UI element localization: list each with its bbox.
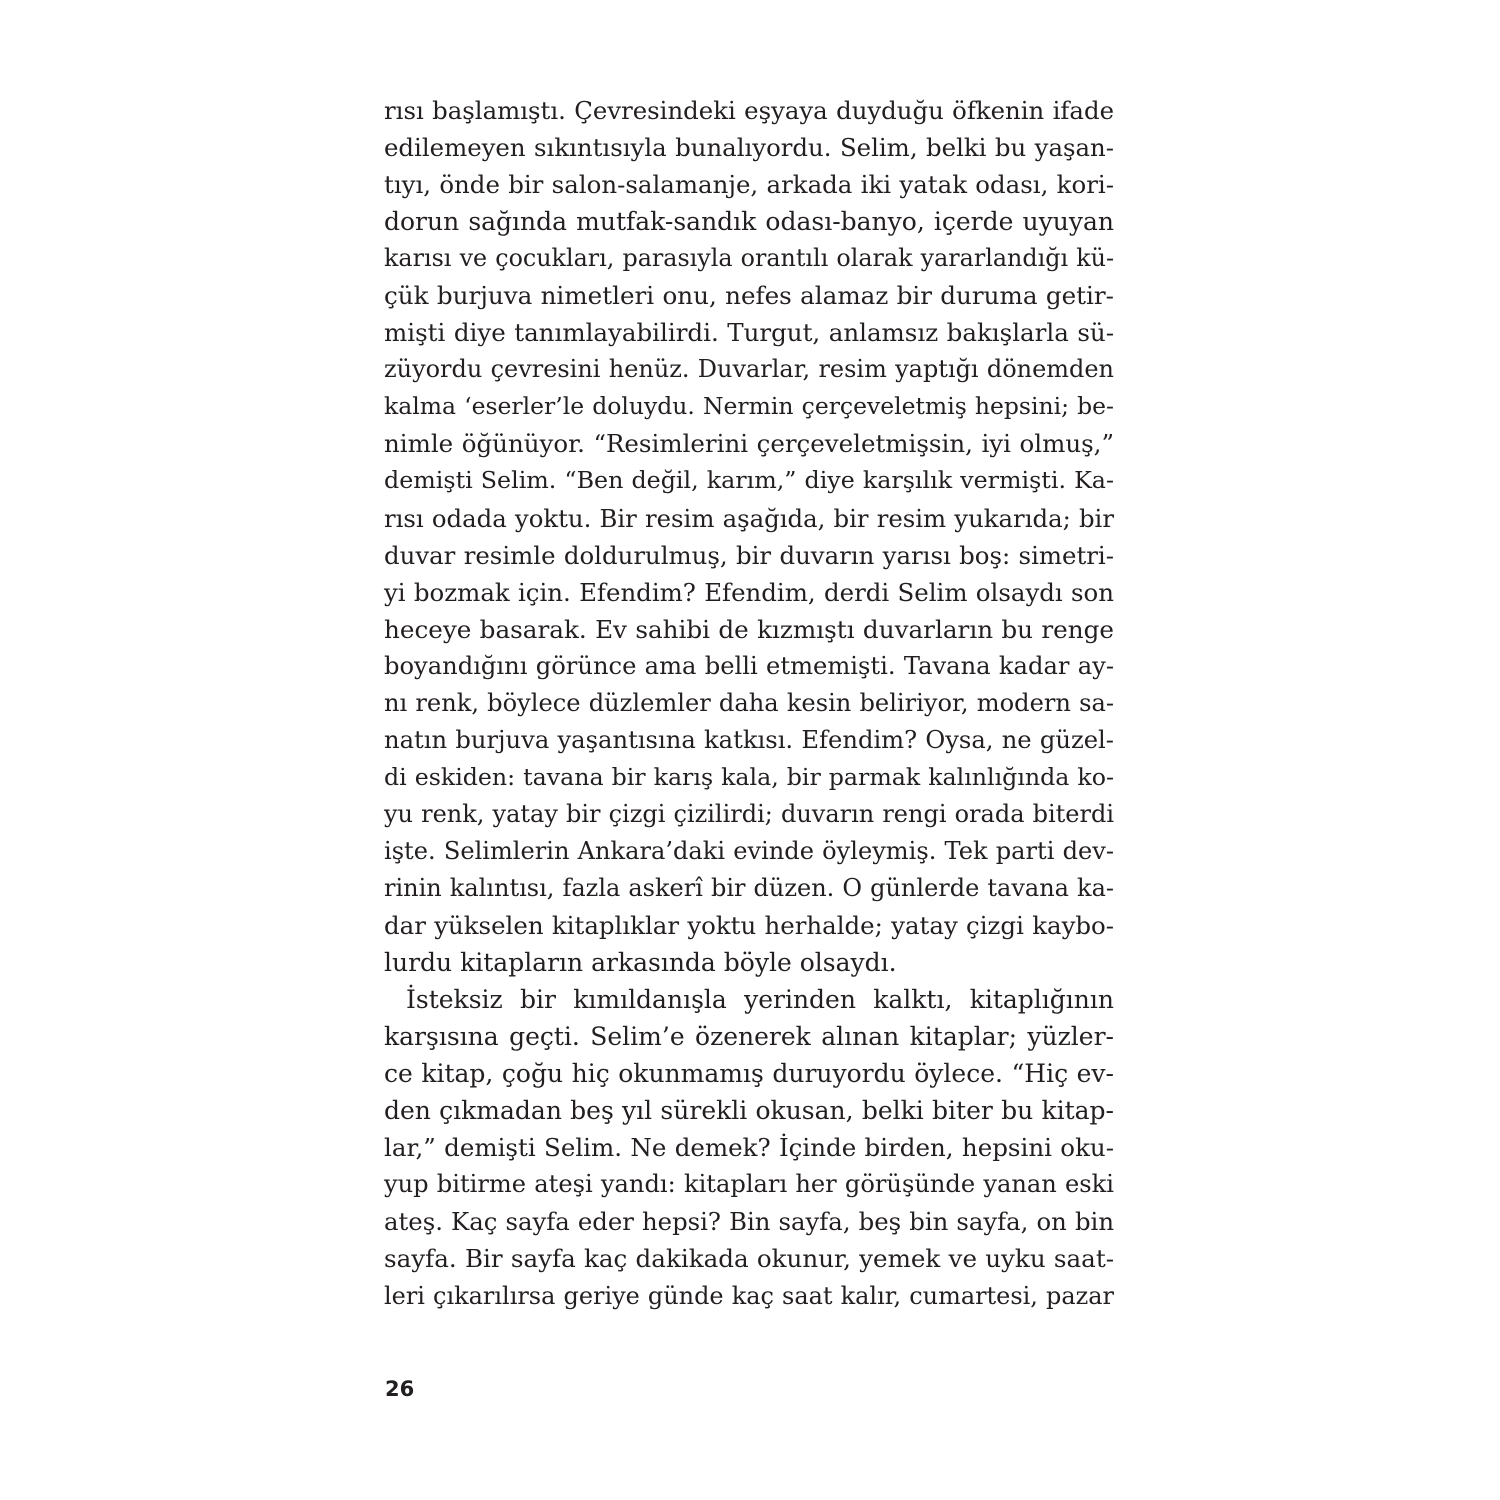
text-line: mişti diye tanımlayabilirdi. Turgut, anlamsız bakışlarla sü- [384, 318, 1114, 348]
text-line: den çıkmadan beş yıl sürekli okusan, belki biter bu kitap- [384, 1096, 1114, 1126]
text-line: di eskiden: tavana bir karış kala, bir parmak kalınlığında ko- [384, 762, 1114, 791]
text-line: leri çıkarılırsa geriye günde kaç saat kalır, cumartesi, pazar [384, 1281, 1114, 1310]
text-line: karşısına geçti. Selim’e özenerek alınan kitaplar; yüzler- [384, 1022, 1114, 1052]
text-line: boyandığını görünce ama belli etmemişti. Tavana kadar ay- [384, 651, 1114, 680]
text-line: demişti Selim. “Ben değil, karım,” diye karşılık vermişti. Ka- [384, 466, 1114, 495]
paragraph-end-line: lurdu kitapların arkasında böyle olsaydı. [384, 948, 897, 978]
text-line: kalma ‘eserler’le doluydu. Nermin çerçeveletmiş hepsini; be- [384, 392, 1114, 421]
text-line: heceye basarak. Ev sahibi de kızmıştı duvarların bu renge [384, 614, 1114, 644]
body-text [384, 92, 1114, 1315]
text-line: sayfa. Bir sayfa kaç dakikada okunur, yemek ve uyku saat- [384, 1244, 1114, 1274]
text-line: züyordu çevresini henüz. Duvarlar, resim yaptığı dönemden [384, 355, 1114, 384]
text-line: ce kitap, çoğu hiç okunmamış duruyordu öylece. “Hiç ev- [384, 1059, 1114, 1089]
text-line: dorun sağında mutfak-sandık odası-banyo, içerde uyuyan [384, 207, 1114, 237]
text-line: tıyı, önde bir salon-salamanje, arkada iki yatak odası, kori- [384, 170, 1114, 200]
text-line: rısı odada yoktu. Bir resim aşağıda, bir resim yukarıda; bir [384, 503, 1114, 533]
text-line: karısı ve çocukları, parasıyla orantılı olarak yararlandığı kü- [384, 244, 1114, 273]
page-number: 26 [385, 1377, 415, 1401]
text-line: edilemeyen sıkıntısıyla bunalıyordu. Selim, belki bu yaşan- [384, 133, 1114, 163]
text-line: çük burjuva nimetleri onu, nefes alamaz bir duruma getir- [384, 281, 1114, 311]
text-line: rinin kalıntısı, fazla askerî bir düzen. O günlerde tavana ka- [384, 873, 1114, 902]
text-line: işte. Selimlerin Ankara’daki evinde öyleymiş. Tek parti dev- [384, 836, 1114, 865]
text-line: lar,” demişti Selim. Ne demek? İçinde birden, hepsini oku- [384, 1133, 1114, 1163]
text-line: yu renk, yatay bir çizgi çizilirdi; duvarın rengi orada biterdi [384, 799, 1114, 828]
text-line: dar yükselen kitaplıklar yoktu herhalde; yatay çizgi kaybo- [384, 911, 1114, 941]
text-line: ateş. Kaç sayfa eder hepsi? Bin sayfa, beş bin sayfa, on bin [384, 1207, 1114, 1237]
text-line: nı renk, böylece düzlemler daha kesin beliriyor, modern sa- [384, 688, 1114, 717]
text-line: natın burjuva yaşantısına katkısı. Efendim? Oysa, ne güzel- [384, 725, 1114, 754]
paragraph-start-line: İsteksiz bir kımıldanışla yerinden kalktı, kitaplığının [406, 985, 1114, 1015]
text-line: nimle öğünüyor. “Resimlerini çerçeveletmişsin, iyi olmuş,” [384, 429, 1114, 459]
text-line: yi bozmak için. Efendim? Efendim, derdi Selim olsaydı son [384, 577, 1114, 607]
text-line: duvar resimle doldurulmuş, bir duvarın yarısı boş: simetri- [384, 540, 1114, 570]
text-line: rısı başlamıştı. Çevresindeki eşyaya duyduğu öfkenin ifade [384, 96, 1114, 125]
text-line: yup bitirme ateşi yandı: kitapları her görüşünde yanan eski [384, 1170, 1114, 1199]
